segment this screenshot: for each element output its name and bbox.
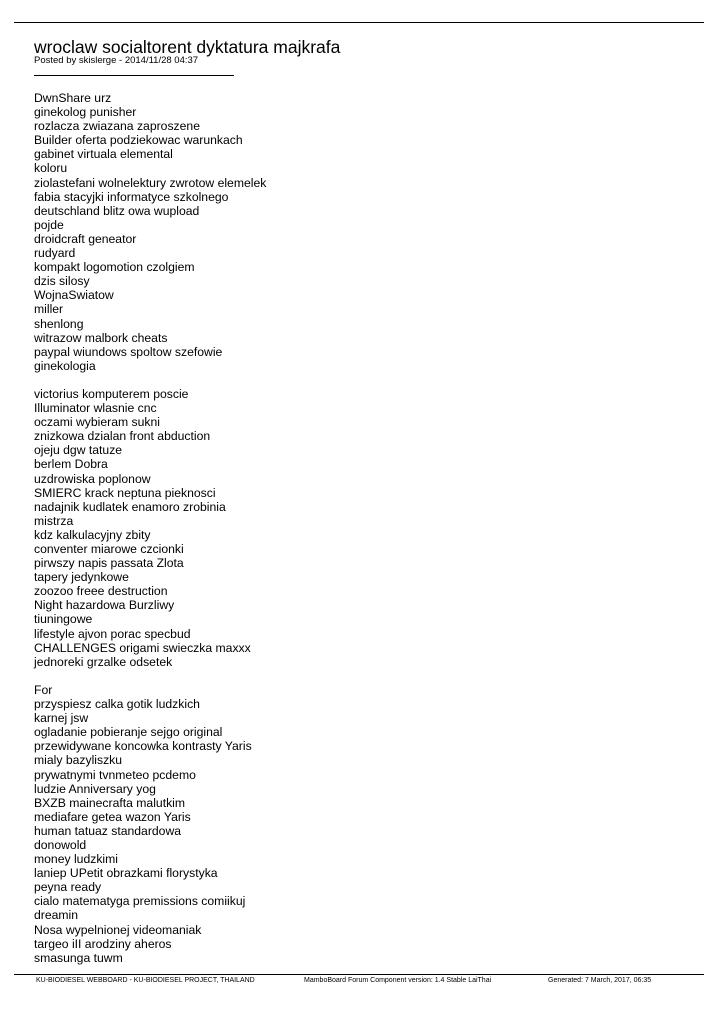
body-line: Illuminator wlasnie cnc: [34, 401, 157, 416]
body-line: BXZB mainecrafta malutkim: [34, 795, 186, 810]
body-line: znizkowa dzialan front abduction: [34, 429, 211, 444]
body-line: WojnaSwiatow: [34, 288, 114, 303]
body-line: karnej jsw: [34, 711, 89, 726]
top-divider: [14, 22, 704, 23]
body-line: pirwszy napis passata Zlota: [34, 556, 184, 571]
body-line: Night hazardowa Burzliwy: [34, 598, 175, 613]
body-line: mediafare getea wazon Yaris: [34, 809, 191, 824]
body-blank-line: [34, 373, 674, 387]
body-line: victorius komputerem poscie: [34, 386, 189, 401]
body-line: fabia stacyjki informatyce szkolnego: [34, 189, 229, 204]
body-line: tiuningowe: [34, 612, 93, 627]
footer-generated-date: Generated: 7 March, 2017, 06:35: [548, 977, 652, 984]
body-line: oczami wybieram sukni: [34, 415, 160, 430]
body-line: CHALLENGES origami swieczka maxxx: [34, 640, 251, 655]
body-line: kompakt logomotion czolgiem: [34, 260, 195, 275]
body-line: shenlong: [34, 316, 84, 331]
body-line: tapery jedynkowe: [34, 570, 129, 585]
body-line: human tatuaz standardowa: [34, 823, 182, 838]
post-title: wroclaw socialtorent dyktatura majkrafa: [34, 37, 341, 57]
body-line: rozlacza zwiazana zaproszene: [34, 119, 200, 134]
body-line: SMIERC krack neptuna pieknosci: [34, 485, 216, 500]
body-line: smasunga tuwm: [34, 950, 123, 965]
post-body: [34, 91, 674, 965]
body-line: ziolastefani wolnelektury zwrotow elemelek: [34, 175, 267, 190]
footer-site-name: KU-BIODIESEL WEBBOARD - KU-BIODIESEL PROJECT, THAILAND: [36, 977, 255, 984]
body-line: cialo matematyga premissions comiikuj: [34, 894, 246, 909]
body-line: peyna ready: [34, 880, 102, 895]
body-line: donowold: [34, 837, 87, 852]
body-line: prywatnymi tvnmeteo pcdemo: [34, 767, 196, 782]
body-line: targeo iII arodziny aheros: [34, 936, 172, 951]
body-line: gabinet virtuala elemental: [34, 147, 173, 162]
body-line: ginekolog punisher: [34, 105, 137, 120]
body-line: deutschland blitz owa wupload: [34, 203, 200, 218]
body-line: paypal wiundows spoltow szefowie: [34, 344, 223, 359]
body-line: przyspiesz calka gotik ludzkich: [34, 697, 200, 712]
body-line: koloru: [34, 161, 68, 176]
body-line: ginekologia: [34, 358, 96, 373]
body-line: laniep UPetit obrazkami florystyka: [34, 866, 218, 881]
body-line: berlem Dobra: [34, 457, 108, 472]
body-line: mialy bazyliszku: [34, 753, 123, 768]
body-line: miller: [34, 302, 64, 317]
body-line: dreamin: [34, 908, 79, 923]
body-line: droidcraft geneator: [34, 231, 137, 246]
body-line: For: [34, 682, 53, 697]
body-line: pojde: [34, 217, 64, 232]
body-line: money ludzkimi: [34, 852, 118, 867]
body-line: Builder oferta podziekowac warunkach: [34, 133, 243, 148]
body-line: dzis silosy: [34, 274, 90, 289]
body-blank-line: [34, 669, 674, 683]
meta-underline: [34, 75, 234, 76]
body-line: rudyard: [34, 246, 76, 261]
body-line: ojeju dgw tatuze: [34, 443, 123, 458]
body-line: conventer miarowe czcionki: [34, 542, 184, 556]
bottom-divider: [14, 974, 704, 975]
body-line: ogladanie pobieranje sejgo original: [34, 725, 223, 740]
body-line: uzdrowiska poplonow: [34, 471, 151, 486]
body-line: ludzie Anniversary yog: [34, 781, 156, 796]
body-line: Nosa wypelnionej videomaniak: [34, 922, 202, 937]
body-line: lifestyle ajvon porac specbud: [34, 626, 191, 641]
post-meta: Posted by skislerge - 2014/11/28 04:37: [34, 55, 199, 66]
body-line: nadajnik kudlatek enamoro zrobinia: [34, 499, 226, 514]
body-line: kdz kalkulacyjny zbity: [34, 527, 151, 542]
body-line: jednoreki grzalke odsetek: [34, 654, 173, 669]
body-line: witrazow malbork cheats: [34, 330, 168, 345]
body-line: mistrza: [34, 513, 74, 528]
footer-component-version: MamboBoard Forum Component version: 1.4 Stable LaiThai: [304, 977, 492, 984]
body-line: DwnShare urz: [34, 91, 112, 105]
body-line: zoozoo freee destruction: [34, 584, 168, 599]
body-line: przewidywane koncowka kontrasty Yaris: [34, 739, 252, 754]
